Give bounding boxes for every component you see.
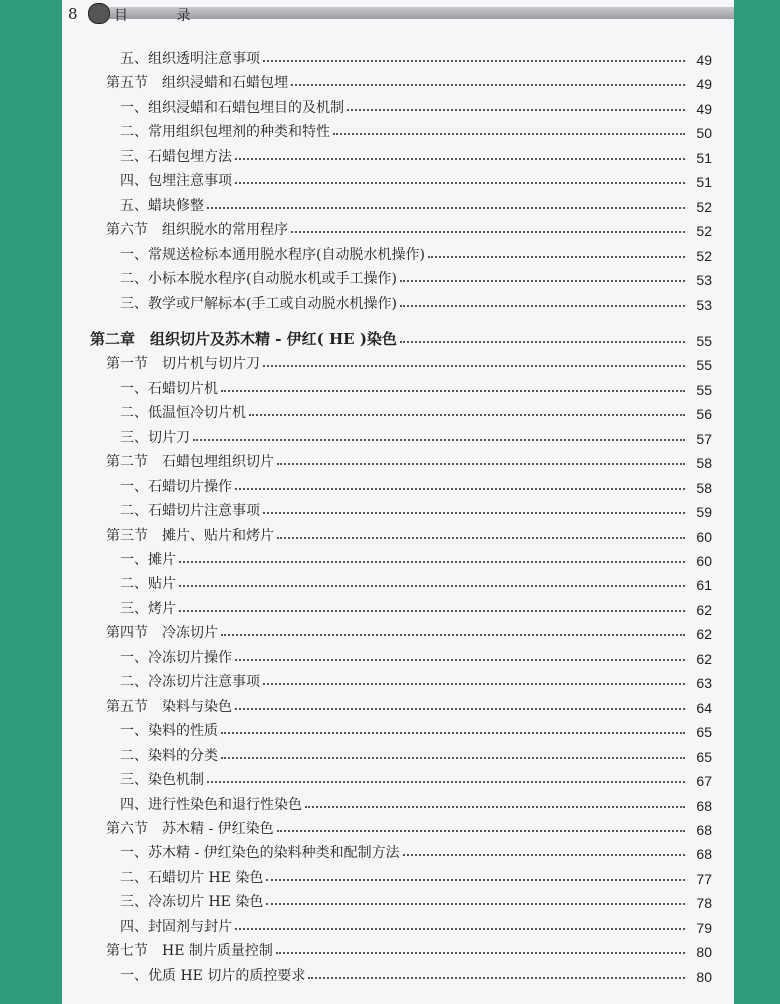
leader-dots — [428, 255, 685, 258]
leader-dots — [235, 487, 685, 490]
page-header — [62, 0, 734, 26]
toc-page-number: 52 — [696, 247, 712, 264]
toc-entry-title: 二、石蜡切片注意事项 — [120, 503, 260, 520]
leader-dots — [263, 364, 685, 367]
header-tab-mark — [88, 3, 110, 24]
leader-dots — [400, 279, 685, 282]
toc-section — [62, 349, 734, 373]
toc-item — [62, 838, 734, 862]
toc-entry-title: 二、贴片 — [120, 576, 176, 593]
toc-item — [62, 912, 734, 936]
toc-chapter — [62, 325, 734, 349]
leader-dots — [221, 756, 685, 759]
leader-dots — [308, 976, 685, 979]
toc-entry-title: 一、组织浸蜡和石蜡包埋目的及机制 — [120, 99, 344, 116]
toc-item — [62, 716, 734, 740]
leader-dots — [249, 413, 685, 416]
leader-dots — [263, 59, 685, 62]
toc-item — [62, 667, 734, 691]
toc-item — [62, 289, 734, 313]
toc-section — [62, 447, 734, 471]
toc-entry-title: 第二章 组织切片及苏木精 - 伊红( HE )染色 — [90, 329, 397, 348]
toc-page-number: 57 — [696, 430, 712, 447]
toc-page-number: 60 — [696, 553, 712, 569]
toc-entry-title: 第二节 石蜡包埋组织切片 — [106, 454, 274, 471]
toc-section — [62, 215, 734, 239]
toc-page-number: 65 — [696, 724, 712, 741]
leader-dots — [207, 780, 685, 783]
toc-item — [62, 594, 734, 618]
toc-page-number: 52 — [696, 198, 712, 215]
leader-dots — [235, 181, 685, 184]
page-number: 8 — [68, 5, 78, 23]
leader-dots — [400, 304, 685, 307]
toc-item — [62, 166, 734, 190]
toc-entry-title: 第一节 切片机与切片刀 — [106, 356, 260, 373]
leader-dots — [347, 108, 685, 111]
toc-item — [62, 44, 734, 68]
toc-page-number: 53 — [696, 296, 712, 313]
toc-page-number: 49 — [696, 52, 712, 68]
toc-entry-title: 四、包埋注意事项 — [120, 173, 232, 190]
toc-section — [62, 68, 734, 92]
toc-page-number: 49 — [696, 100, 712, 117]
toc-page-number: 51 — [696, 149, 712, 166]
toc-page-number: 80 — [696, 944, 712, 961]
toc-page-number: 59 — [696, 504, 712, 521]
toc-page-number: 55 — [696, 332, 712, 349]
leader-dots — [305, 805, 685, 808]
toc-page-number: 52 — [696, 223, 712, 240]
toc-entry-title: 四、进行性染色和退行性染色 — [120, 796, 302, 813]
leader-dots — [277, 536, 685, 539]
toc-item — [62, 790, 734, 814]
toc-entry-title: 二、冷冻切片注意事项 — [120, 674, 260, 691]
toc-page-number: 68 — [696, 797, 712, 814]
toc-page-number: 80 — [696, 968, 712, 985]
leader-dots — [266, 902, 685, 905]
toc-page-number: 68 — [696, 821, 712, 838]
toc-entry-title: 一、冷冻切片操作 — [120, 649, 232, 666]
toc-entry-title: 一、苏木精 - 伊红染色的染料种类和配制方法 — [120, 845, 400, 862]
leader-dots — [291, 83, 685, 86]
toc-entry-title: 四、封固剂与封片 — [120, 918, 232, 935]
leader-dots — [235, 658, 685, 661]
header-title: 目 录 — [114, 8, 213, 24]
toc-entry-title: 一、优质 HE 切片的质控要求 — [120, 967, 306, 984]
toc-item — [62, 569, 734, 593]
toc-item — [62, 374, 734, 398]
toc-page-number: 77 — [696, 870, 712, 887]
toc-item — [62, 741, 734, 765]
toc-item — [62, 496, 734, 520]
toc-entry-title: 五、蜡块修整 — [120, 197, 204, 214]
toc-page-number: 58 — [696, 479, 712, 496]
toc-item — [62, 264, 734, 288]
book-page — [62, 0, 734, 1004]
toc-item — [62, 887, 734, 911]
leader-dots — [333, 132, 685, 135]
toc-entry-title: 三、石蜡包埋方法 — [120, 148, 232, 165]
toc-section — [62, 521, 734, 545]
leader-dots — [193, 438, 685, 441]
toc-page-number: 67 — [696, 773, 712, 790]
leader-dots — [291, 230, 685, 233]
toc-entry-title: 一、染料的性质 — [120, 723, 218, 740]
toc-entry-title: 二、常用组织包埋剂的种类和特性 — [120, 124, 330, 141]
leader-dots — [207, 206, 685, 209]
toc-page-number: 64 — [696, 699, 712, 716]
leader-dots — [235, 927, 685, 930]
leader-dots — [276, 951, 685, 954]
toc-page-number: 55 — [696, 381, 712, 398]
toc-entry-title: 三、教学或尸解标本(手工或自动脱水机操作) — [120, 295, 397, 312]
leader-dots — [221, 731, 685, 734]
toc-page-number: 50 — [696, 125, 712, 142]
leader-dots — [179, 584, 685, 587]
leader-dots — [221, 633, 685, 636]
toc-item — [62, 240, 734, 264]
toc-entry-title: 二、石蜡切片 HE 染色 — [120, 869, 264, 886]
leader-dots — [235, 157, 685, 160]
leader-dots — [277, 829, 685, 832]
toc-page-number: 62 — [696, 601, 712, 618]
toc-entry-title: 第七节 HE 制片质量控制 — [106, 943, 273, 960]
toc-item — [62, 93, 734, 117]
toc-entry-title: 一、石蜡切片操作 — [120, 478, 232, 495]
toc-entry-title: 二、低温恒冷切片机 — [120, 405, 246, 422]
toc-section — [62, 692, 734, 716]
toc-item — [62, 545, 734, 569]
leader-dots — [400, 340, 685, 343]
toc-item — [62, 191, 734, 215]
toc-entry-title: 第六节 组织脱水的常用程序 — [106, 222, 288, 239]
toc-page-number: 49 — [696, 76, 712, 93]
toc-page-number: 62 — [696, 650, 712, 667]
toc-entry-title: 第三节 摊片、贴片和烤片 — [106, 527, 274, 544]
toc-entry-title: 第六节 苏木精 - 伊红染色 — [106, 820, 274, 837]
toc-entry-title: 三、烤片 — [120, 600, 176, 617]
toc-section — [62, 936, 734, 960]
toc-item — [62, 643, 734, 667]
toc-page-number: 62 — [696, 626, 712, 643]
toc-page-number: 78 — [696, 895, 712, 912]
toc-section — [62, 618, 734, 642]
toc-section — [62, 814, 734, 838]
toc-item — [62, 398, 734, 422]
toc-entry-title: 一、常规送检标本通用脱水程序(自动脱水机操作) — [120, 246, 425, 263]
toc-entry-title: 五、组织透明注意事项 — [120, 51, 260, 67]
toc-page-number: 79 — [696, 919, 712, 936]
toc-page-number: 60 — [696, 528, 712, 545]
toc-page-number: 58 — [696, 455, 712, 472]
toc-page-number: 65 — [696, 748, 712, 765]
toc-entry-title: 二、染料的分类 — [120, 747, 218, 764]
toc-item — [62, 961, 734, 985]
toc-entry-title: 三、切片刀 — [120, 429, 190, 446]
toc-entry-title: 第四节 冷冻切片 — [106, 625, 218, 642]
leader-dots — [179, 609, 685, 612]
leader-dots — [266, 878, 685, 881]
toc-item — [62, 863, 734, 887]
toc-item — [62, 117, 734, 141]
toc-page-number: 68 — [696, 846, 712, 863]
toc-page-number: 56 — [696, 406, 712, 423]
toc-page-number: 53 — [696, 272, 712, 289]
leader-dots — [221, 389, 685, 392]
leader-dots — [263, 682, 685, 685]
leader-dots — [179, 560, 685, 563]
toc-page-number: 51 — [696, 174, 712, 191]
toc-entry-title: 一、石蜡切片机 — [120, 380, 218, 397]
leader-dots — [235, 707, 685, 710]
toc-item — [62, 765, 734, 789]
toc-entry-title: 二、小标本脱水程序(自动脱水机或手工操作) — [120, 271, 397, 288]
toc-item — [62, 142, 734, 166]
toc-page-number: 61 — [696, 577, 712, 594]
toc-item — [62, 472, 734, 496]
toc-item — [62, 423, 734, 447]
toc-entry-title: 一、摊片 — [120, 552, 176, 568]
leader-dots — [403, 853, 685, 856]
toc-entry-title: 三、染色机制 — [120, 772, 204, 789]
toc-page-number: 55 — [696, 357, 712, 374]
toc-page-number: 63 — [696, 675, 712, 692]
leader-dots — [263, 511, 685, 514]
toc-entry-title: 三、冷冻切片 HE 染色 — [120, 894, 264, 911]
leader-dots — [277, 462, 685, 465]
toc-entry-title: 第五节 组织浸蜡和石蜡包埋 — [106, 75, 288, 92]
toc-entry-title: 第五节 染料与染色 — [106, 698, 232, 715]
